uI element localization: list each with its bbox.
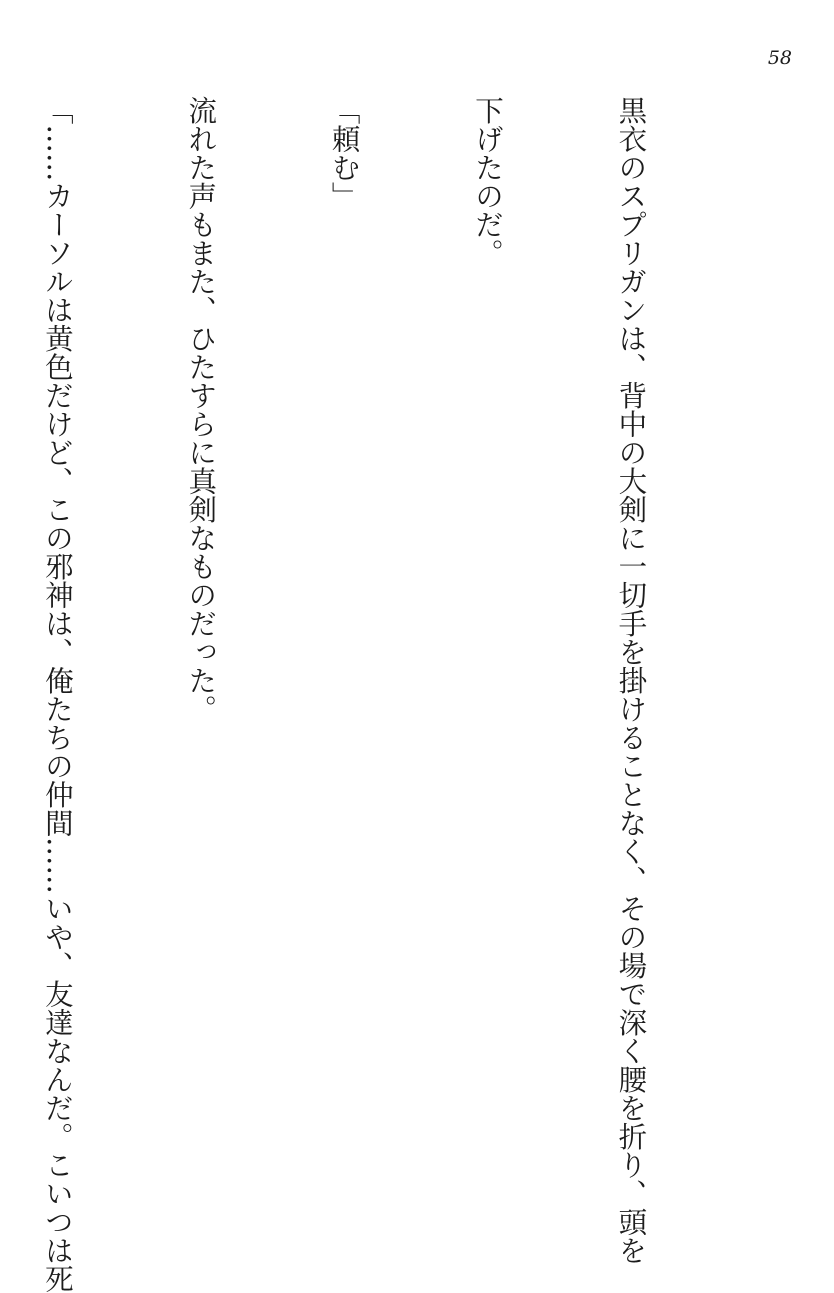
- text-line: 「……カーソルは黄色だけど、この邪神は、俺たちの仲間……いや、友達なんだ。こいつは死: [40, 96, 74, 1293]
- text-line: 流れた声もまた、ひたすらに真剣なものだった。: [184, 96, 218, 723]
- text-line: 「頼む」: [327, 96, 361, 210]
- text-line: 下げたのだ。: [471, 96, 505, 267]
- text-line: 黒衣のスプリガンは、背中の大剣に一切手を掛けることなく、その場で深く腰を折り、頭を: [614, 96, 648, 1265]
- body-text: [0, 96, 750, 1293]
- page-number: 58: [767, 47, 792, 69]
